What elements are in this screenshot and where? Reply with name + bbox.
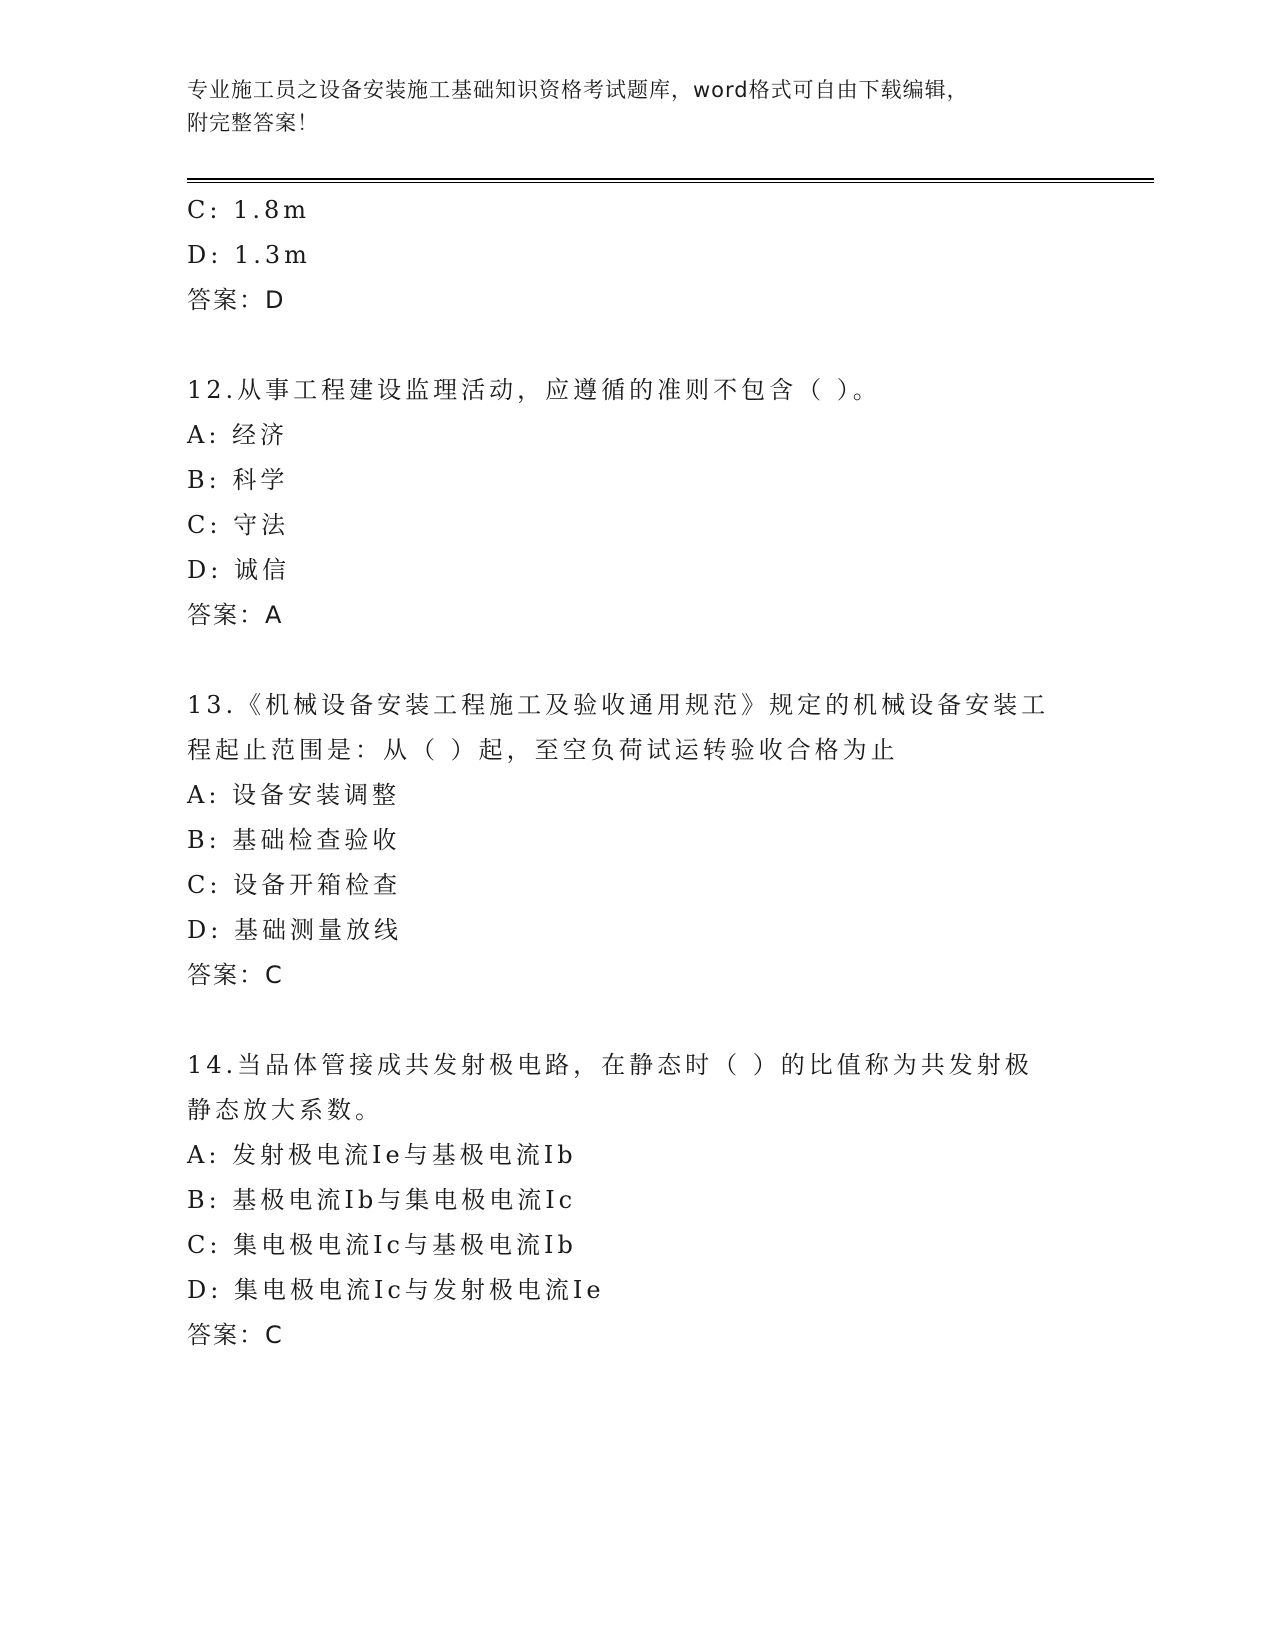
question-stem: 12.从事工程建设监理活动，应遵循的准则不包含（ ）。	[187, 376, 881, 404]
question-stem-continued: 程起止范围是：从（ ）起，至空负荷试运转验收合格为止	[187, 736, 899, 764]
question-stem: 13.《机械设备安装工程施工及验收通用规范》规定的机械设备安装工	[187, 691, 1050, 719]
header-title-line1: 专业施工员之设备安装施工基础知识资格考试题库，word格式可自由下载编辑，	[187, 78, 969, 102]
option-b: B: 科学	[187, 466, 289, 494]
answer: 答案：D	[187, 286, 286, 314]
answer: 答案：C	[187, 1321, 284, 1349]
header-divider	[187, 178, 1154, 183]
option-a: A: 发射极电流Ie与基极电流Ib	[187, 1141, 577, 1169]
option-b: B: 基础检查验收	[187, 826, 401, 854]
answer: 答案：A	[187, 601, 284, 629]
option-b: B: 基极电流Ib与集电极电流Ic	[187, 1186, 577, 1214]
document-header	[187, 74, 1087, 140]
answer: 答案：C	[187, 961, 284, 989]
header-title-line2: 附完整答案！	[187, 111, 319, 135]
option-d: D: 1.3m	[187, 241, 311, 269]
option-c: C: 设备开箱检查	[187, 871, 402, 899]
option-d: D: 集电极电流Ic与发射极电流Ie	[187, 1276, 605, 1304]
option-c: C: 1.8m	[187, 196, 311, 224]
option-c: C: 守法	[187, 511, 290, 539]
option-a: A: 设备安装调整	[187, 781, 401, 809]
question-stem: 14.当品体管接成共发射极电路，在静态时（ ）的比值称为共发射极	[187, 1051, 1033, 1079]
option-d: D: 诚信	[187, 556, 290, 584]
option-c: C: 集电极电流Ic与基极电流Ib	[187, 1231, 577, 1259]
option-a: A: 经济	[187, 421, 289, 449]
option-d: D: 基础测量放线	[187, 916, 402, 944]
question-stem-continued: 静态放大系数。	[187, 1096, 383, 1124]
